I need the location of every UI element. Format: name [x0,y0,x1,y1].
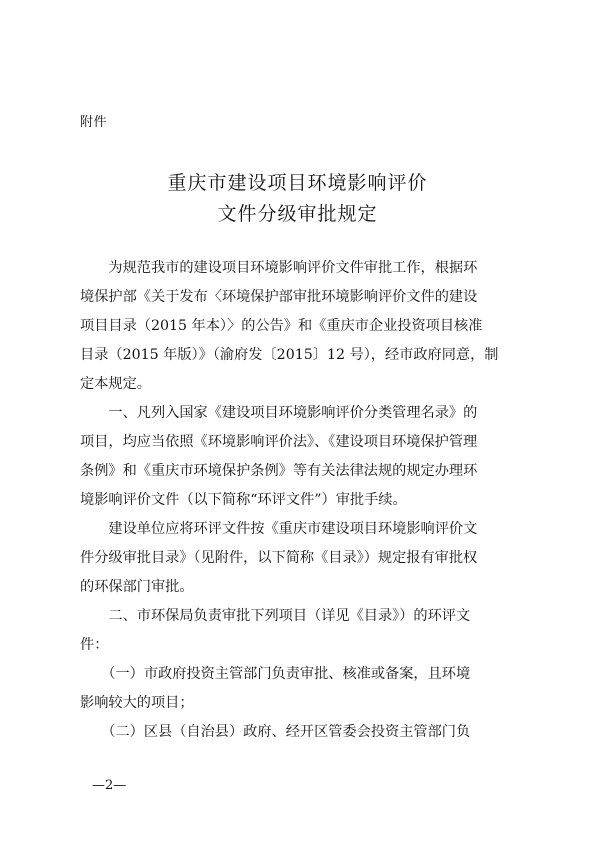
body-line: 二、市环保局负责审批下列项目（详见《目录》）的环评文 [80,608,471,624]
body-line: 境保护部《关于发布〈环境保护部审批环境影响评价文件的建设 [80,289,478,305]
document-title-line-2: 文件分级审批规定 [217,203,378,225]
body-line: 一、凡列入国家《建设项目环境影响评价分类管理名录》的 [80,405,478,421]
body-line: 项目目录（2015 年本）〉的公告》和《重庆市企业投资项目核准 [80,318,483,334]
body-line: 建设单位应将环评文件按《重庆市建设项目环境影响评价文 [80,521,478,537]
body-line: （二）区县（自治县）政府、经开区管委会投资主管部门负 [80,724,471,740]
body-line: 件分级审批目录》（见附件，以下简称《目录》）规定报有审批权 [80,550,478,566]
body-line: 项目，均应当依照《环境影响评价法》、《建设项目环境保护管理 [80,434,478,450]
body-line: 定本规定。 [80,376,151,392]
page-number: —2— [92,778,127,793]
body-line: 目录（2015 年版）》（渝府发〔2015〕12 号），经市政府同意，制 [80,347,499,363]
body-line: 为规范我市的建设项目环境影响评价文件审批工作，根据环 [80,260,478,276]
attachment-label: 附件 [80,115,108,130]
body-line: 的环保部门审批。 [80,579,194,595]
body-line: 影响较大的项目； [80,695,194,711]
document-title-line-1: 重庆市建设项目环境影响评价 [167,172,428,194]
body-line: 境影响评价文件（以下简称“环评文件”）审批手续。 [80,492,407,508]
body-line: 件： [80,637,109,653]
body-line: （一）市政府投资主管部门负责审批、核准或备案，且环境 [80,666,471,682]
body-line: 条例》和《重庆市环境保护条例》等有关法律法规的规定办理环 [80,463,478,479]
